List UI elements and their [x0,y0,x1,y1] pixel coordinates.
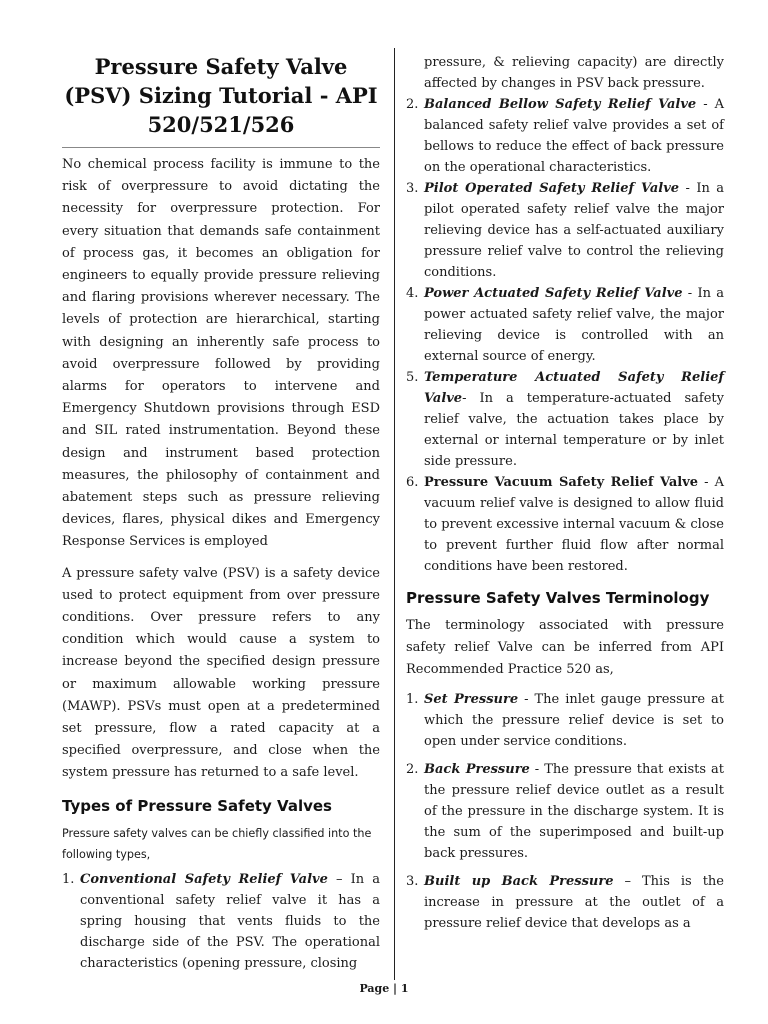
list-item: 1. Conventional Safety Relief Valve – In a conventional safety relief valve it has a spring housing that vents fluids to the discharge side of the PSV. The operational characteristics (opening pressure, closing [62,871,380,971]
types-intro: Pressure safety valves can be chiefly classified into the following types, [62,826,372,861]
list-item: 2. Back Pressure - The pressure that exists at the pressure relief device outlet as a result of the pressure in the discharge system. It is the sum of the superimposed and built-up back pressures. [406,761,724,861]
list-item: 1. Set Pressure - The inlet gauge pressure at which the pressure relief device is set to open under service conditions. [406,691,724,749]
left-column [62,52,380,974]
types-list-right [406,94,724,577]
types-list-left [62,869,380,974]
list-item-continuation: pressure, & relieving capacity) are directly affected by changes in PSV back pressure. [424,55,724,91]
list-item: 5. Temperature Actuated Safety Relief Valve- In a temperature-actuated safety relief valve, the actuation takes place by external or internal temperature or by inlet side pressure. [406,370,725,469]
definition-paragraph: A pressure safety valve (PSV) is a safety device used to protect equipment from over pressure conditions. Over pressure refers to any condition which would cause a system to increase beyond the specified design pressure or maximum allowable working pressure (MAWP). PSVs must open at a predetermined set pressure, flow a rated capacity at a specified overpressure, and close when the system pressure has returned to a safe level. [62,565,380,781]
list-item: 2. Balanced Bellow Safety Relief Valve - A balanced safety relief valve provides a set of bellows to reduce the effect of back pressure on the operational characteristics. [406,97,724,175]
terms-list [406,689,724,934]
terminology-intro: The terminology associated with pressure safety relief Valve can be inferred from API Recommended Practice 520 as, [406,618,724,678]
list-item: 6. Pressure Vacuum Safety Relief Valve - A vacuum relief valve is designed to allow fluid to prevent excessive internal vacuum & close to prevent further fluid flow after normal conditions have been restored. [406,475,724,574]
list-item: 4. Power Actuated Safety Relief Valve - In a power actuated safety relief valve, the major relieving device is controlled with an external source of energy. [406,286,725,364]
list-item: 3. Pilot Operated Safety Relief Valve - In a pilot operated safety relief valve the major relieving device has a self-actuated auxiliary pressure relief valve to control the relieving conditions. [406,181,724,280]
terminology-heading: Pressure Safety Valves Terminology [406,589,710,607]
column-divider [394,48,395,980]
list-item: 3. Built up Back Pressure – This is the increase in pressure at the outlet of a pressure relief device that develops as a [406,873,724,931]
right-column [406,52,724,934]
title-divider [62,147,380,148]
intro-paragraph: No chemical process facility is immune to the risk of overpressure to avoid dictating the necessity for overpressure protection. For every situation that demands safe containment of process gas, it becomes an obligation for engineers to equally provide pressure relieving and flaring provisions wherever necessary. The levels of protection are hierarchical, starting with designing an inherently safe process to avoid overpressure followed by providing alarms for operators to intervene and Emergency Shutdown provisions through ESD and SIL rated instrumentation. Beyond these design and instrument based protection measures, the philosophy of containment and abatement steps such as pressure relieving devices, flares, physical dikes and Emergency Response Services is employed [62,157,380,550]
page-number: Page | 1 [359,982,409,995]
page-title: Pressure Safety Valve (PSV) Sizing Tutorial - API 520/521/526 [64,54,378,137]
types-heading: Types of Pressure Safety Valves [62,796,332,815]
